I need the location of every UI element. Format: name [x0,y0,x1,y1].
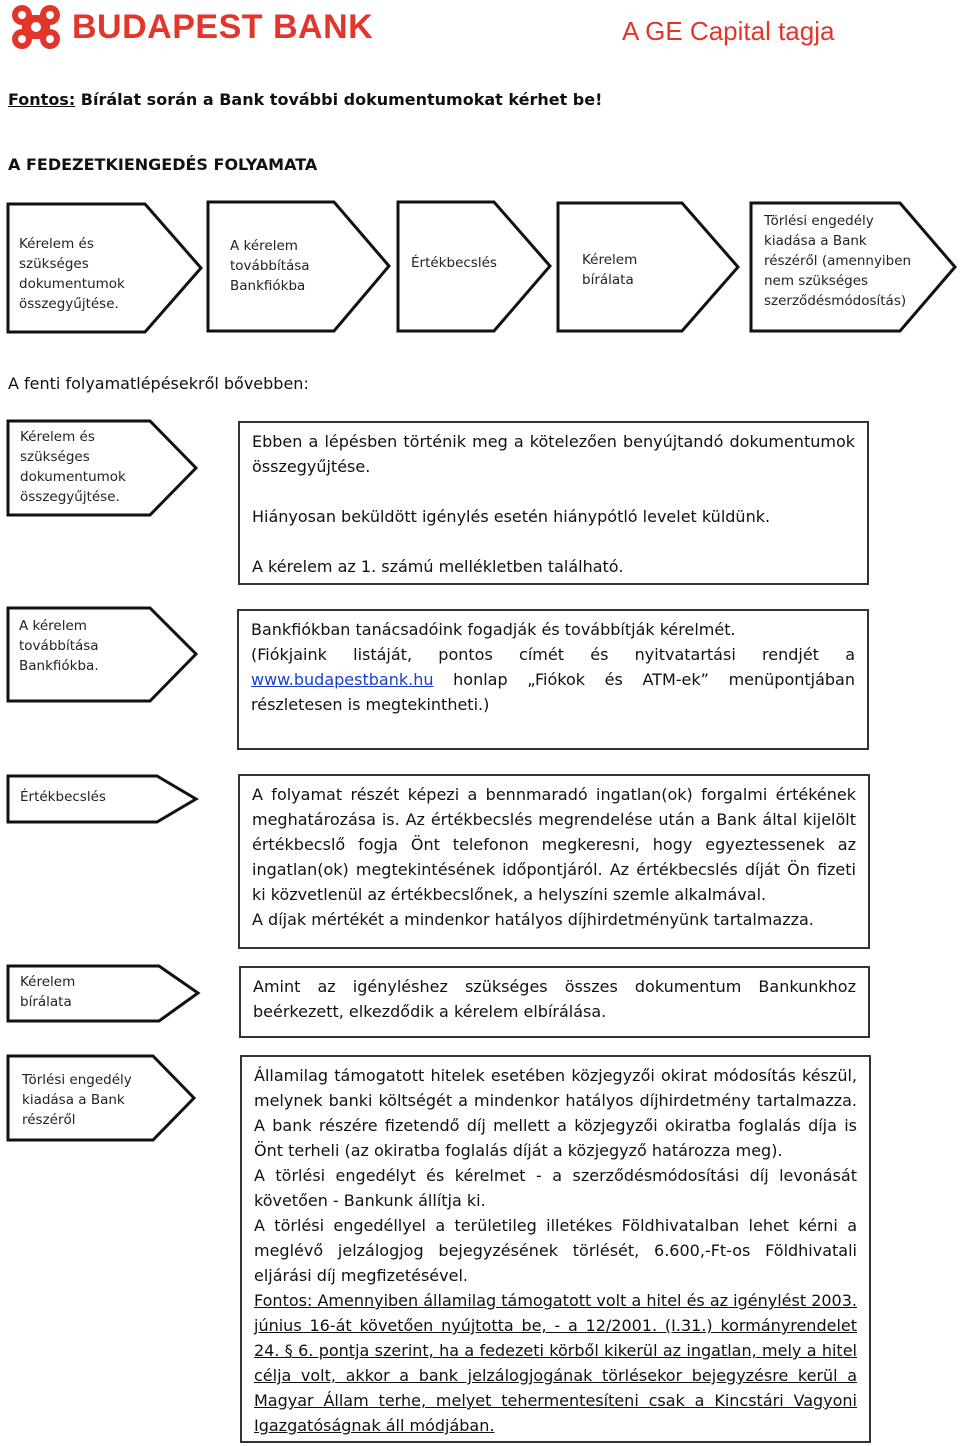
flow-step-3 [397,201,551,332]
details-title: A fenti folyamatlépésekről bővebben: [8,374,309,393]
flow-step-1 [7,203,202,333]
flow-step-2-line: továbbítása [230,258,310,274]
detail-step-4-line: Kérelem [20,974,76,990]
flow-step-2-line: A kérelem [230,238,298,254]
brand-name: BUDAPEST BANK [72,7,374,46]
detail-step-1-line: Kérelem és [20,429,95,445]
flow-step-5-line: kiadása a Bank [764,233,867,249]
flow-step-5-line: szerződésmódosítás) [764,293,907,309]
detail-step-2-line: A kérelem [19,618,87,634]
flow-step-5 [750,202,957,332]
detail-step-1-line: szükséges [20,449,90,465]
detail-description-3 [238,774,870,949]
tagline: A GE Capital tagja [622,16,835,46]
flow-step-1-line: összegyűjtése. [19,296,119,312]
flow-step-5-line: részéről (amennyiben [764,253,912,269]
flow-step-5-line: nem szükséges [764,273,869,289]
detail-step-1-line: dokumentumok [20,469,126,485]
flow-step-3-line: Értékbecslés [411,255,497,271]
budapest-bank-logo [8,2,373,52]
detail-2-text: honlap „Fiókok és ATM-ek” menüpontjában részletesen is megtekintheti.) [251,670,855,714]
detail-4-paragraph: Amint az igényléshez szükséges összes dokumentum Bankunkhoz beérkezett, elkezdődik a kérelem elbírálása. [253,977,856,1021]
detail-step-1-arrow [7,420,197,516]
flow-step-4-line: bírálata [582,272,634,288]
flow-step-2-line: Bankfiókba [230,278,306,294]
detail-5-paragraph: A törlési engedélyt és kérelmet - a szerződésmódosítási díj levonását követően - Bankunk állítja ki. [254,1166,857,1210]
notice-text: Bírálat során a Bank további dokumentumokat kérhet be! [75,90,603,109]
flow-step-1-line: dokumentumok [19,276,125,292]
detail-description-4 [239,966,870,1038]
notice-label: Fontos: [8,90,76,109]
budapestbank-website-link[interactable]: www.budapestbank.hu [251,670,434,689]
detail-2-paragraph: Bankfiókban tanácsadóink fogadják és továbbítják kérelmét. [251,620,736,639]
detail-1-paragraph: Ebben a lépésben történik meg a kötelezően benyújtandó dokumentumok összegyűjtése. [252,432,855,476]
flow-step-4-line: Kérelem [582,252,638,268]
detail-step-4-line: bírálata [20,994,72,1010]
process-title: A FEDEZETKIENGEDÉS FOLYAMATA [8,155,318,174]
detail-5-paragraph: A törlési engedéllyel a területileg illetékes Földhivatalban lehet kérni a meglévő jelzálogjog bejegyzésének törlését, 6.600,-Ft-os Földhivatali eljárási díj megfizetésével. [254,1216,857,1285]
detail-step-5-line: részéről [22,1112,76,1128]
detail-description-5 [240,1055,871,1443]
detail-description-2 [237,609,869,750]
detail-step-5-arrow [7,1055,195,1141]
detail-step-2-line: Bankfiókba. [19,658,99,674]
flow-step-2 [207,201,390,332]
important-notice [8,90,602,109]
detail-step-3-arrow [7,775,197,823]
flow-step-4 [557,202,739,332]
detail-step-1-line: összegyűjtése. [20,489,120,505]
detail-step-3-line: Értékbecslés [20,789,106,805]
flow-step-5-line: Törlési engedély [764,213,874,229]
detail-1-paragraph: Hiányosan beküldött igénylés esetén hiánypótló levelet küldünk. [252,507,771,526]
detail-2-text: (Fiókjaink listáját, pontos címét és nyitvatartási rendjét a [251,645,855,664]
detail-step-5-line: kiadása a Bank [22,1092,125,1108]
detail-step-2-arrow [7,607,197,702]
detail-1-paragraph: A kérelem az 1. számú mellékletben található. [252,557,624,576]
detail-description-1 [238,421,869,585]
detail-3-paragraph: A díjak mértékét a mindenkor hatályos díjhirdetményünk tartalmazza. [252,910,814,929]
detail-3-paragraph: A folyamat részét képezi a bennmaradó ingatlan(ok) forgalmi értékének meghatározása is. Az értékbecslés megrendelése után a Bank által kijelölt értékbecslő fogja Önt telefonon megkeresni, hogy egyeztessenek az ingatlan(ok) megtekintésének időpontjáról. Az értékbecslés díját Ön fizeti ki közvetlenül az értékbecslőnek, a helyszíni szemle alkalmával. [252,785,856,904]
detail-5-paragraph: Államilag támogatott hitelek esetében közjegyzői okirat módosítás készül, melynek banki költségét a mindenkor hatályos díjhirdetmény tartalmazza. A bank részére fizetendő díj mellett a közjegyzői okiratba foglalás díja is Önt terheli (az okiratba foglalás díját a közjegyző határozza meg). [254,1066,857,1160]
flow-step-1-line: Kérelem és [19,236,94,252]
detail-5-important-note: Fontos: Amennyiben államilag támogatott volt a hitel és az igénylést 2003. június 16-át követően nyújtotta be, - a 12/2001. (I.31.) kormányrendelet 24. § 6. pontja szerint, ha a fedezeti körből kikerül az ingatlan, mely a hitel célja volt, akkor a bank jelzálogjogának törlésekor bejegyzésre kerül a Magyar Állam terhe, melyet tehermentesíteni csak a Kincstári Vagyoni Igazgatóságnak áll módjában. [254,1291,857,1435]
detail-step-4-arrow [7,965,199,1022]
detail-step-5-line: Törlési engedély [22,1072,132,1088]
flow-step-1-line: szükséges [19,256,89,272]
bank-emblem-icon [8,3,64,51]
detail-2-paragraph [251,642,855,717]
detail-step-2-line: továbbítása [19,638,99,654]
